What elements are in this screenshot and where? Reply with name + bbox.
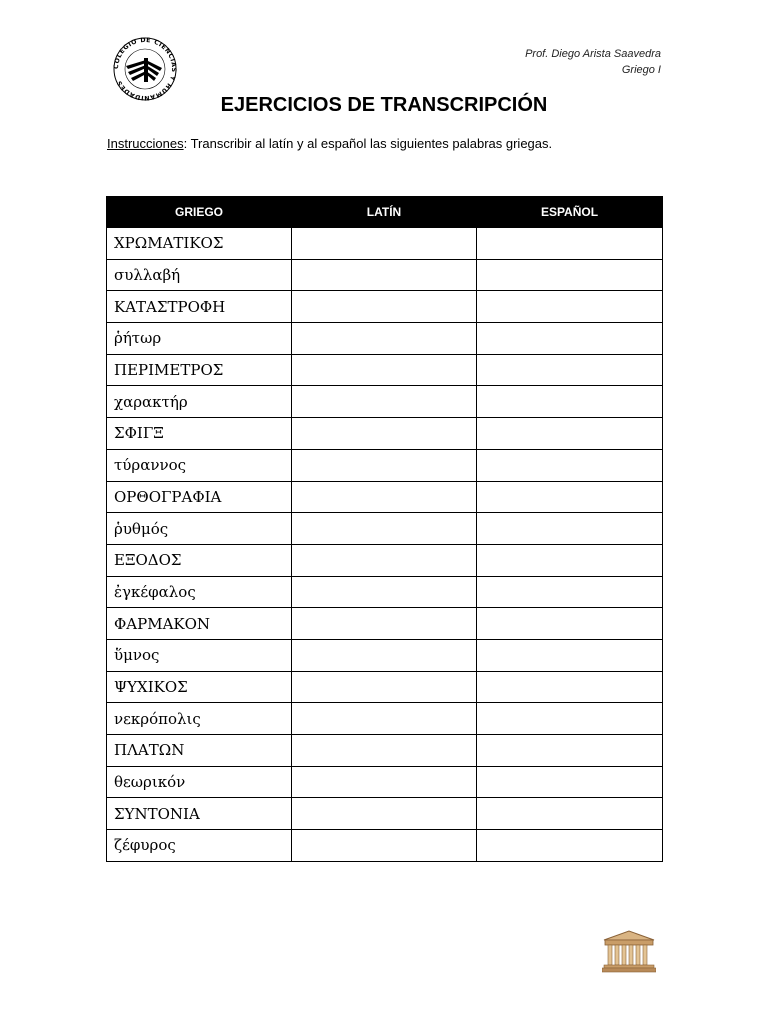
latin-answer-cell[interactable] (292, 766, 477, 798)
column-header-latin: LATÍN (292, 197, 477, 228)
spanish-answer-cell[interactable] (477, 323, 663, 355)
spanish-answer-cell[interactable] (477, 735, 663, 767)
table-row (107, 830, 663, 862)
spanish-answer-cell[interactable] (477, 481, 663, 513)
table-row (107, 228, 663, 260)
spanish-answer-cell[interactable] (477, 639, 663, 671)
latin-answer-cell[interactable] (292, 418, 477, 450)
spanish-answer-cell[interactable] (477, 386, 663, 418)
spanish-answer-cell[interactable] (477, 671, 663, 703)
table-row (107, 766, 663, 798)
spanish-answer-cell[interactable] (477, 449, 663, 481)
instructions-label: Instrucciones (107, 136, 184, 151)
spanish-answer-cell[interactable] (477, 576, 663, 608)
spanish-answer-cell[interactable] (477, 228, 663, 260)
page-title: EJERCICIOS DE TRANSCRIPCIÓN (220, 94, 548, 116)
spanish-answer-cell[interactable] (477, 766, 663, 798)
greek-word-cell: ΧΡΩΜΑΤΙΚΟΣ (107, 228, 292, 260)
svg-text:COLEGIO DE CIENCIAS Y HUMANIDA: COLEGIO DE CIENCIAS Y HUMANIDADES (112, 36, 178, 102)
greek-word-cell: χαρακτήρ (107, 386, 292, 418)
latin-answer-cell[interactable] (292, 671, 477, 703)
latin-answer-cell[interactable] (292, 576, 477, 608)
table-row (107, 639, 663, 671)
spanish-answer-cell[interactable] (477, 418, 663, 450)
spanish-answer-cell[interactable] (477, 798, 663, 830)
table-body (107, 228, 663, 862)
column-header-espanol: ESPAÑOL (477, 197, 663, 228)
latin-answer-cell[interactable] (292, 228, 477, 260)
latin-answer-cell[interactable] (292, 354, 477, 386)
instructions-text: : Transcribir al latín y al español las siguientes palabras griegas. (183, 136, 553, 151)
table-row (107, 323, 663, 355)
greek-word-cell: τύραννος (107, 449, 292, 481)
transcription-table (106, 196, 663, 862)
greek-word-cell: ΣΥΝΤΟΝΙΑ (107, 798, 292, 830)
latin-answer-cell[interactable] (292, 639, 477, 671)
table-row (107, 576, 663, 608)
latin-answer-cell[interactable] (292, 830, 477, 862)
spanish-answer-cell[interactable] (477, 608, 663, 640)
transcription-table-wrapper (106, 196, 662, 862)
greek-word-cell: ΠΛΑΤΩΝ (107, 735, 292, 767)
latin-answer-cell[interactable] (292, 608, 477, 640)
header-info (525, 46, 661, 78)
greek-word-cell: ΠΕΡΙΜΕΤΡΟΣ (107, 354, 292, 386)
table-row (107, 608, 663, 640)
spanish-answer-cell[interactable] (477, 544, 663, 576)
table-row (107, 354, 663, 386)
greek-word-cell: ΨΥΧΙΚΟΣ (107, 671, 292, 703)
latin-answer-cell[interactable] (292, 798, 477, 830)
school-seal-logo-icon (112, 36, 178, 102)
latin-answer-cell[interactable] (292, 735, 477, 767)
temple-decoration (602, 930, 656, 974)
greek-word-cell: ΣΦΙΓΞ (107, 418, 292, 450)
column-header-griego: GRIEGO (107, 197, 292, 228)
greek-word-cell: ῥήτωρ (107, 323, 292, 355)
latin-answer-cell[interactable] (292, 386, 477, 418)
greek-word-cell: θεωρικόν (107, 766, 292, 798)
spanish-answer-cell[interactable] (477, 830, 663, 862)
spanish-answer-cell[interactable] (477, 513, 663, 545)
greek-word-cell: ζέφυρος (107, 830, 292, 862)
latin-answer-cell[interactable] (292, 703, 477, 735)
greek-word-cell: ΚΑΤΑΣΤΡΟΦΗ (107, 291, 292, 323)
author-name: Prof. Diego Arista Saavedra (525, 48, 661, 60)
table-row (107, 449, 663, 481)
table-row (107, 259, 663, 291)
spanish-answer-cell[interactable] (477, 703, 663, 735)
latin-answer-cell[interactable] (292, 259, 477, 291)
school-logo (112, 36, 178, 102)
latin-answer-cell[interactable] (292, 513, 477, 545)
greek-word-cell: συλλαβή (107, 259, 292, 291)
table-row (107, 544, 663, 576)
instructions (107, 136, 552, 152)
greek-word-cell: νεκρόπολις (107, 703, 292, 735)
latin-answer-cell[interactable] (292, 323, 477, 355)
latin-answer-cell[interactable] (292, 481, 477, 513)
latin-answer-cell[interactable] (292, 291, 477, 323)
spanish-answer-cell[interactable] (477, 259, 663, 291)
greek-word-cell: ΕΞΟΔΟΣ (107, 544, 292, 576)
course-name: Griego I (621, 64, 661, 76)
latin-answer-cell[interactable] (292, 544, 477, 576)
table-row (107, 418, 663, 450)
greek-word-cell: ὕμνος (107, 639, 292, 671)
greek-word-cell: ἐγκέφαλος (107, 576, 292, 608)
greek-word-cell: ῥυθμός (107, 513, 292, 545)
greek-temple-icon (602, 930, 656, 974)
spanish-answer-cell[interactable] (477, 354, 663, 386)
greek-word-cell: ΦΑΡΜΑΚΟΝ (107, 608, 292, 640)
table-row (107, 513, 663, 545)
table-row (107, 291, 663, 323)
table-row (107, 386, 663, 418)
table-row (107, 735, 663, 767)
table-row (107, 481, 663, 513)
table-header-row (107, 197, 663, 228)
latin-answer-cell[interactable] (292, 449, 477, 481)
table-row (107, 703, 663, 735)
table-row (107, 671, 663, 703)
table-row (107, 798, 663, 830)
spanish-answer-cell[interactable] (477, 291, 663, 323)
greek-word-cell: ΟΡΘΟΓΡΑΦΙΑ (107, 481, 292, 513)
